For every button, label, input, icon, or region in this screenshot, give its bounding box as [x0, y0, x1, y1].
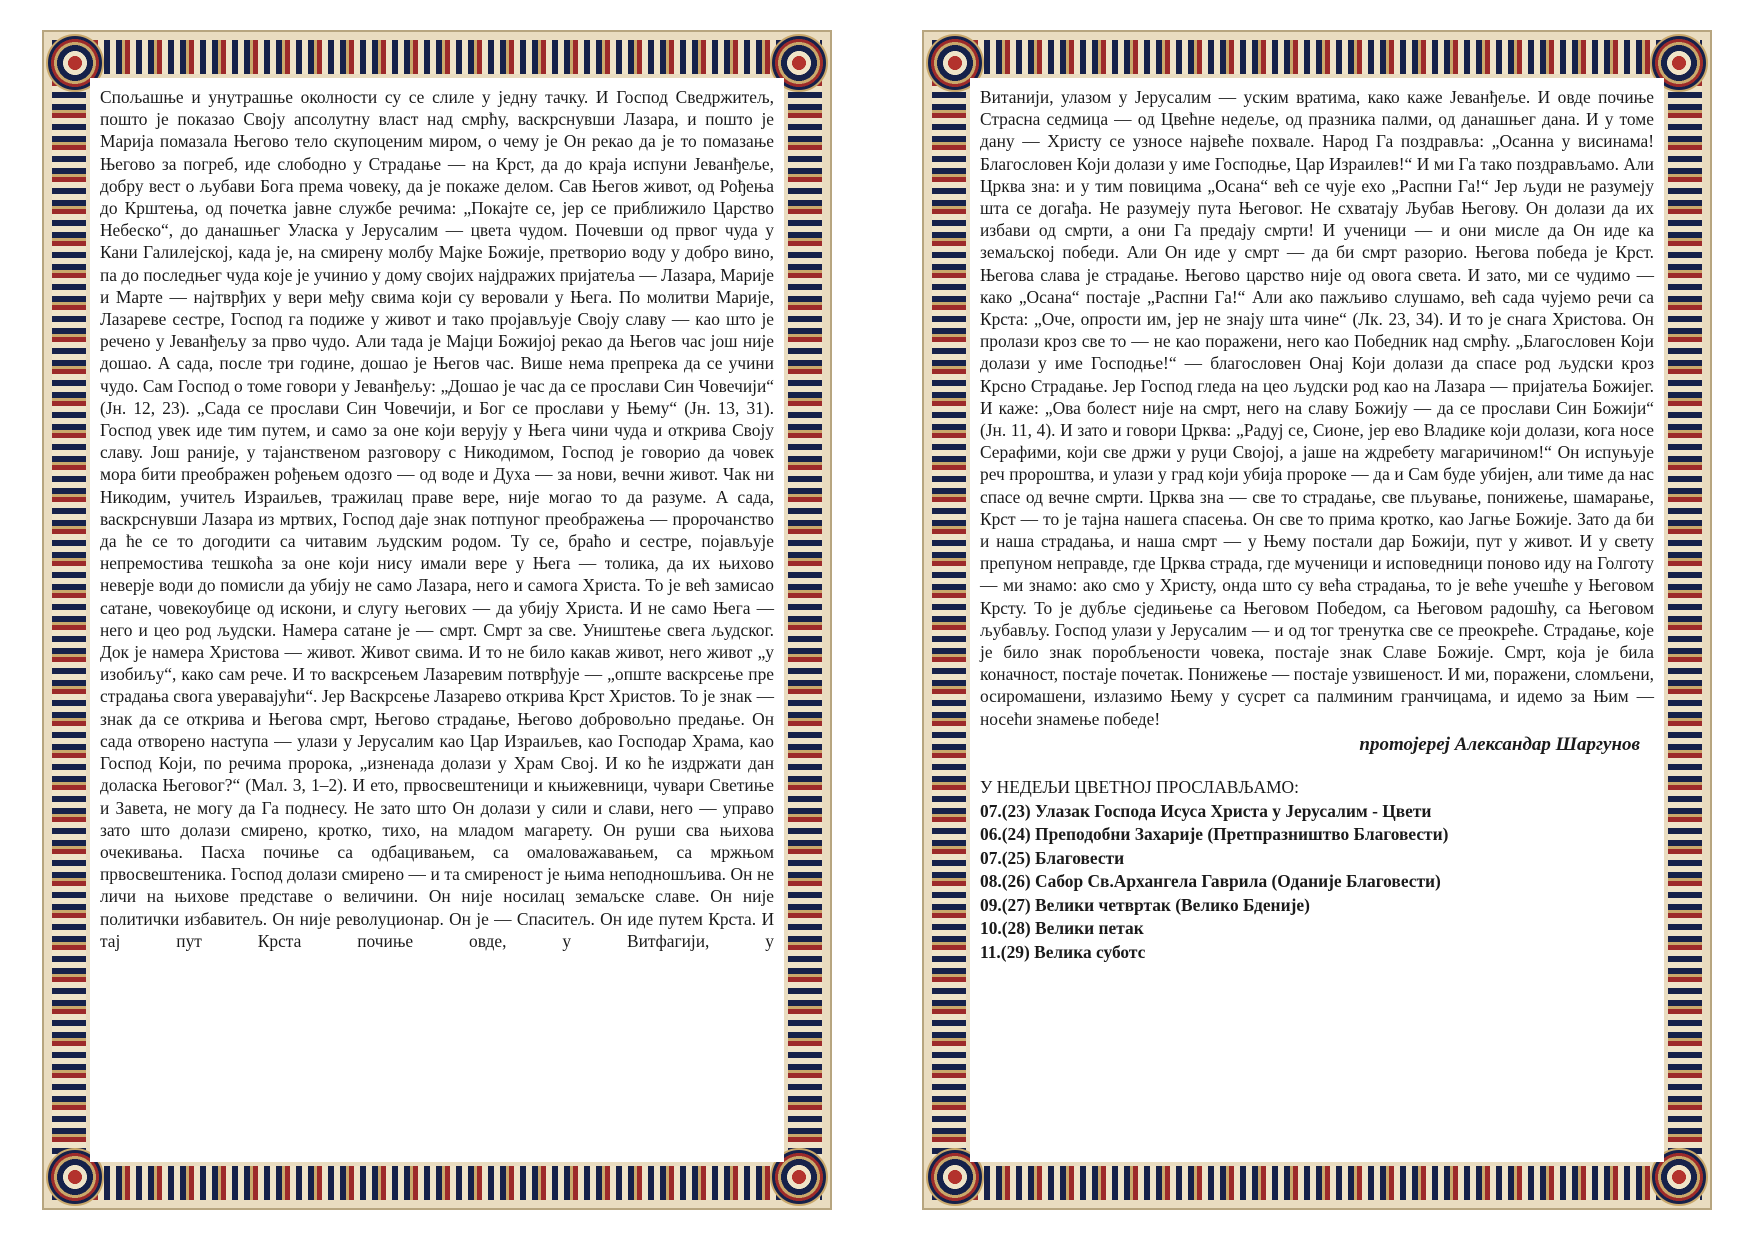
schedule-item: 07.(25) Благовести	[980, 847, 1125, 868]
right-text-area	[970, 78, 1664, 1162]
schedule-item: 09.(27) Велики четвртак (Велико Бденије)	[980, 894, 1310, 915]
schedule-item: 08.(26) Сабор Св.Архангела Гаврила (Оданије Благовести)	[980, 871, 1441, 892]
sermon-text-part-2: Витанији, улазом у Јерусалим — уским вратима, како каже Јеванђеље. И овде почиње Страсна седмица — од Цвећне недеље, од празника палми, од данашњег дана. И у томе дану — Христу се узносе највеће похвале. Народ Га поздравља: „Осанна у висинама! Благословен Који долази у име Господње, Цар Израилев!“ И ми Га тако поздрављамо. Али Црква зна: и у тим повицима „Осана“ већ се чује ехо „Распни Га!“ Јер људи не разумеју шта се догађа. Не разумеју пута Његовог. Не схватају Љубав Његову. Он долази да их избави од смрти, а они Га предају смрти! И ученици — и они мисле да Он иде ка земаљској победи. Али Он иде у смрт — да би смрт разорио. Његова победа је Крст. Његова слава је страдање. Његово царство није од овога света. И зато, ми се чудимо — како „Осана“ постаје „Распни Га!“ Али ако пажљиво слушамо, већ сада чујемо речи са Крста: „Оче, опрости им, јер не знају шта чине“ (Лк. 23, 34). И то је снага Христова. Он пролази кроз све то — не као поражени, него као Победник над смрћу. „Благословен Који долази у име Господње!“ — благословен Онај Који долази да спасе род људски кроз Крсно Страдање. Јер Господ гледа на цео људски род као на Лазара — пријатеља Божијег. И каже: „Ова болест није на смрт, него на славу Божију — да се прослави Син Божији“ (Јн. 11, 4). И зато и говори Црква: „Радуј се, Сионе, јер ево Владике који долази, кога носе Серафими, који све држи у руци Својој, а јаше на ждребету магаричином!“ Он испуњује реч пророштва, и улази у град који убија пророке — да и Сам буде убијен, али тиме да нас спасе од вечне смрти. Црква зна — све то страдање, све пљување, понижење, шамарање, Крст — то је тајна нашега спасења. Он све то прима кротко, као Јагње Божије. Зато да би и наша страдања, и наша смрт — у Њему постали дар Божији, пут у живот. И у свету препуном неправде, где Црква страда, где мученици и исповедници поново иду на Голготу — ми знамо: ако смо у Христу, онда што су већа страдања, то је веће учешће у Његовом Крсту. То је дубље сједињење са Његовом Победом, са Његовом радошћу, са Његовом љубављу. Господ улази у Јерусалим — и од тог тренутка све се преокреће. Страдање, које је било знак поробљености човека, постаје знак Славе Божије. Смрт, која је била коначност, постаје почетак. Понижење — постаје узвишеност. И ми, поражени, сломљени, осиромашени, излазимо Њему у сусрет са палминим гранчицама, и идемо за Њим — носећи знамење победе!	[980, 87, 1654, 729]
schedule-heading: У НЕДЕЉИ ЦВЕТНОЈ ПРОСЛАВЉАМО:	[980, 776, 1299, 797]
left-text-area	[90, 78, 784, 1162]
schedule-item: 11.(29) Велика суботс	[980, 941, 1146, 962]
schedule-list	[980, 800, 1654, 965]
schedule-item: 06.(24) Преподобни Захарије (Претпразништво Благовести)	[980, 824, 1449, 845]
sermon-text-part-1: Спољашње и унутрашње околности су се слиле у једну тачку. И Господ Сведржитељ, пошто је показао Своју апсолутну власт над смрћу, васкрснувши Лазара, и пошто је Марија помазала Његово тело скупоценим миром, о чему је Он рекао да је то помазање Његово за погреб, иде слободно у Страдање — на Крст, да до краја испуни Јеванђеље, добру вест о љубави Бога према човеку, да је покаже делом. Сав Његов живот, од Рођења до Крштења, од почетка јавне службе речима: „Покајте се, јер се приближило Царство Небеско“, до данашњег Уласка у Јерусалим — цвета чудом. Почевши од првог чуда у Кани Галилејској, када је, на смирену молбу Мајке Божије, претворио воду у добро вино, па до последњег чуда које је учинио у дому својих најдражих пријатеља — Лазара, Марије и Марте — најтврђих у вери међу свима који су веровали у Њега. По молитви Марије, Лазареве сестре, Господ га подиже у живот и тако пројављује Своју славу — као што је речено у Јеванђељу за прво чудо. Али тада је Мајци Божијој рекао да Његов час још није дошао. А сада, после три године, дошао је Његов час. Више нема препрека да се учини чудо. Сам Господ о томе говори у Јеванђељу: „Дошао је час да се прослави Син Човечији“ (Јн. 12, 23). „Сада се прослави Син Човечији, и Бог се прослави у Њему“ (Јн. 13, 31). Господ увек иде тим путем, и само за оне који верују у Њега чини чуда и открива Своју славу. Још раније, у тајанственом разговору с Никодимом, Господ је говорио да човек мора бити преображен рођењем одозго — од воде и Духа — за нови, вечни живот. Чак ни Никодим, учитељ Израиљев, тражилац праве вере, није могао то да разуме. А сада, васкрснувши Лазара из мртвих, Господ даје знак потпуног преображења — пророчанство да ће се то догодити са читавим људским родом. Ту се, браћо и сестре, појављује непремостива тешкоћа за оне који нису имали вере у Њега — толика, да их њихово неверје води до помисли да убију не само Лазара, него и самога Христа. То је већ замисао сатане, човекоубице од искони, и слугу његових — да убију Христа. И не само Њега — него и цео род људски. Намера сатане је — смрт. Смрт за све. Уништење свега људског. Док је намера Христова — живот. Живот свима. И то не било какав живот, него живот „у изобиљу“, како сам рече. И то васкрсењем Лазаревим потврђује — „опште васкрсење пре страдања свога уверавајући“. Јер Васкрсење Лазарево открива Крст Христов. То је знак — знак да се открива и Његова смрт, Његово страдање, Његово добровољно предање. Он сада отворено наступа — улази у Јерусалим као Цар Израиљев, као Господар Храма, као Господ Који, по речима пророка, „изненада долази у Храм Свој. И ко ће издржати дан доласка Његовог?“ (Мал. 3, 1–2). И ето, првосвештеници и књижевници, чувари Светиње и Завета, не могу да Га поднесу. Не зато што Он долази у сили и слави, него — управо зато што долази смирено, кротко, тихо, на младом магарету. Он руши сва њихова очекивања. Пасха почиње са одбацивањем, са омаловажавањем, са мржњом првосвештеника. Господ долази смирено — и та смиреност је њима неподношљива. Он не личи на њихове представе о величини. Он није носилац земаљске славе. Он није политички избавитељ. Он није револуционар. Он је — Спаситељ. Он иде путем Крста. И тај пут Крста почиње овде, у Витфагији, у	[100, 87, 774, 951]
schedule-item: 10.(28) Велики петак	[980, 918, 1144, 939]
right-page	[922, 30, 1712, 1210]
left-page	[42, 30, 832, 1210]
schedule-item: 07.(23) Улазак Господа Исуса Христа у Јерусалим - Цвети	[980, 800, 1432, 821]
author-signature: протојереј Александар Шаргунов	[1359, 733, 1640, 755]
